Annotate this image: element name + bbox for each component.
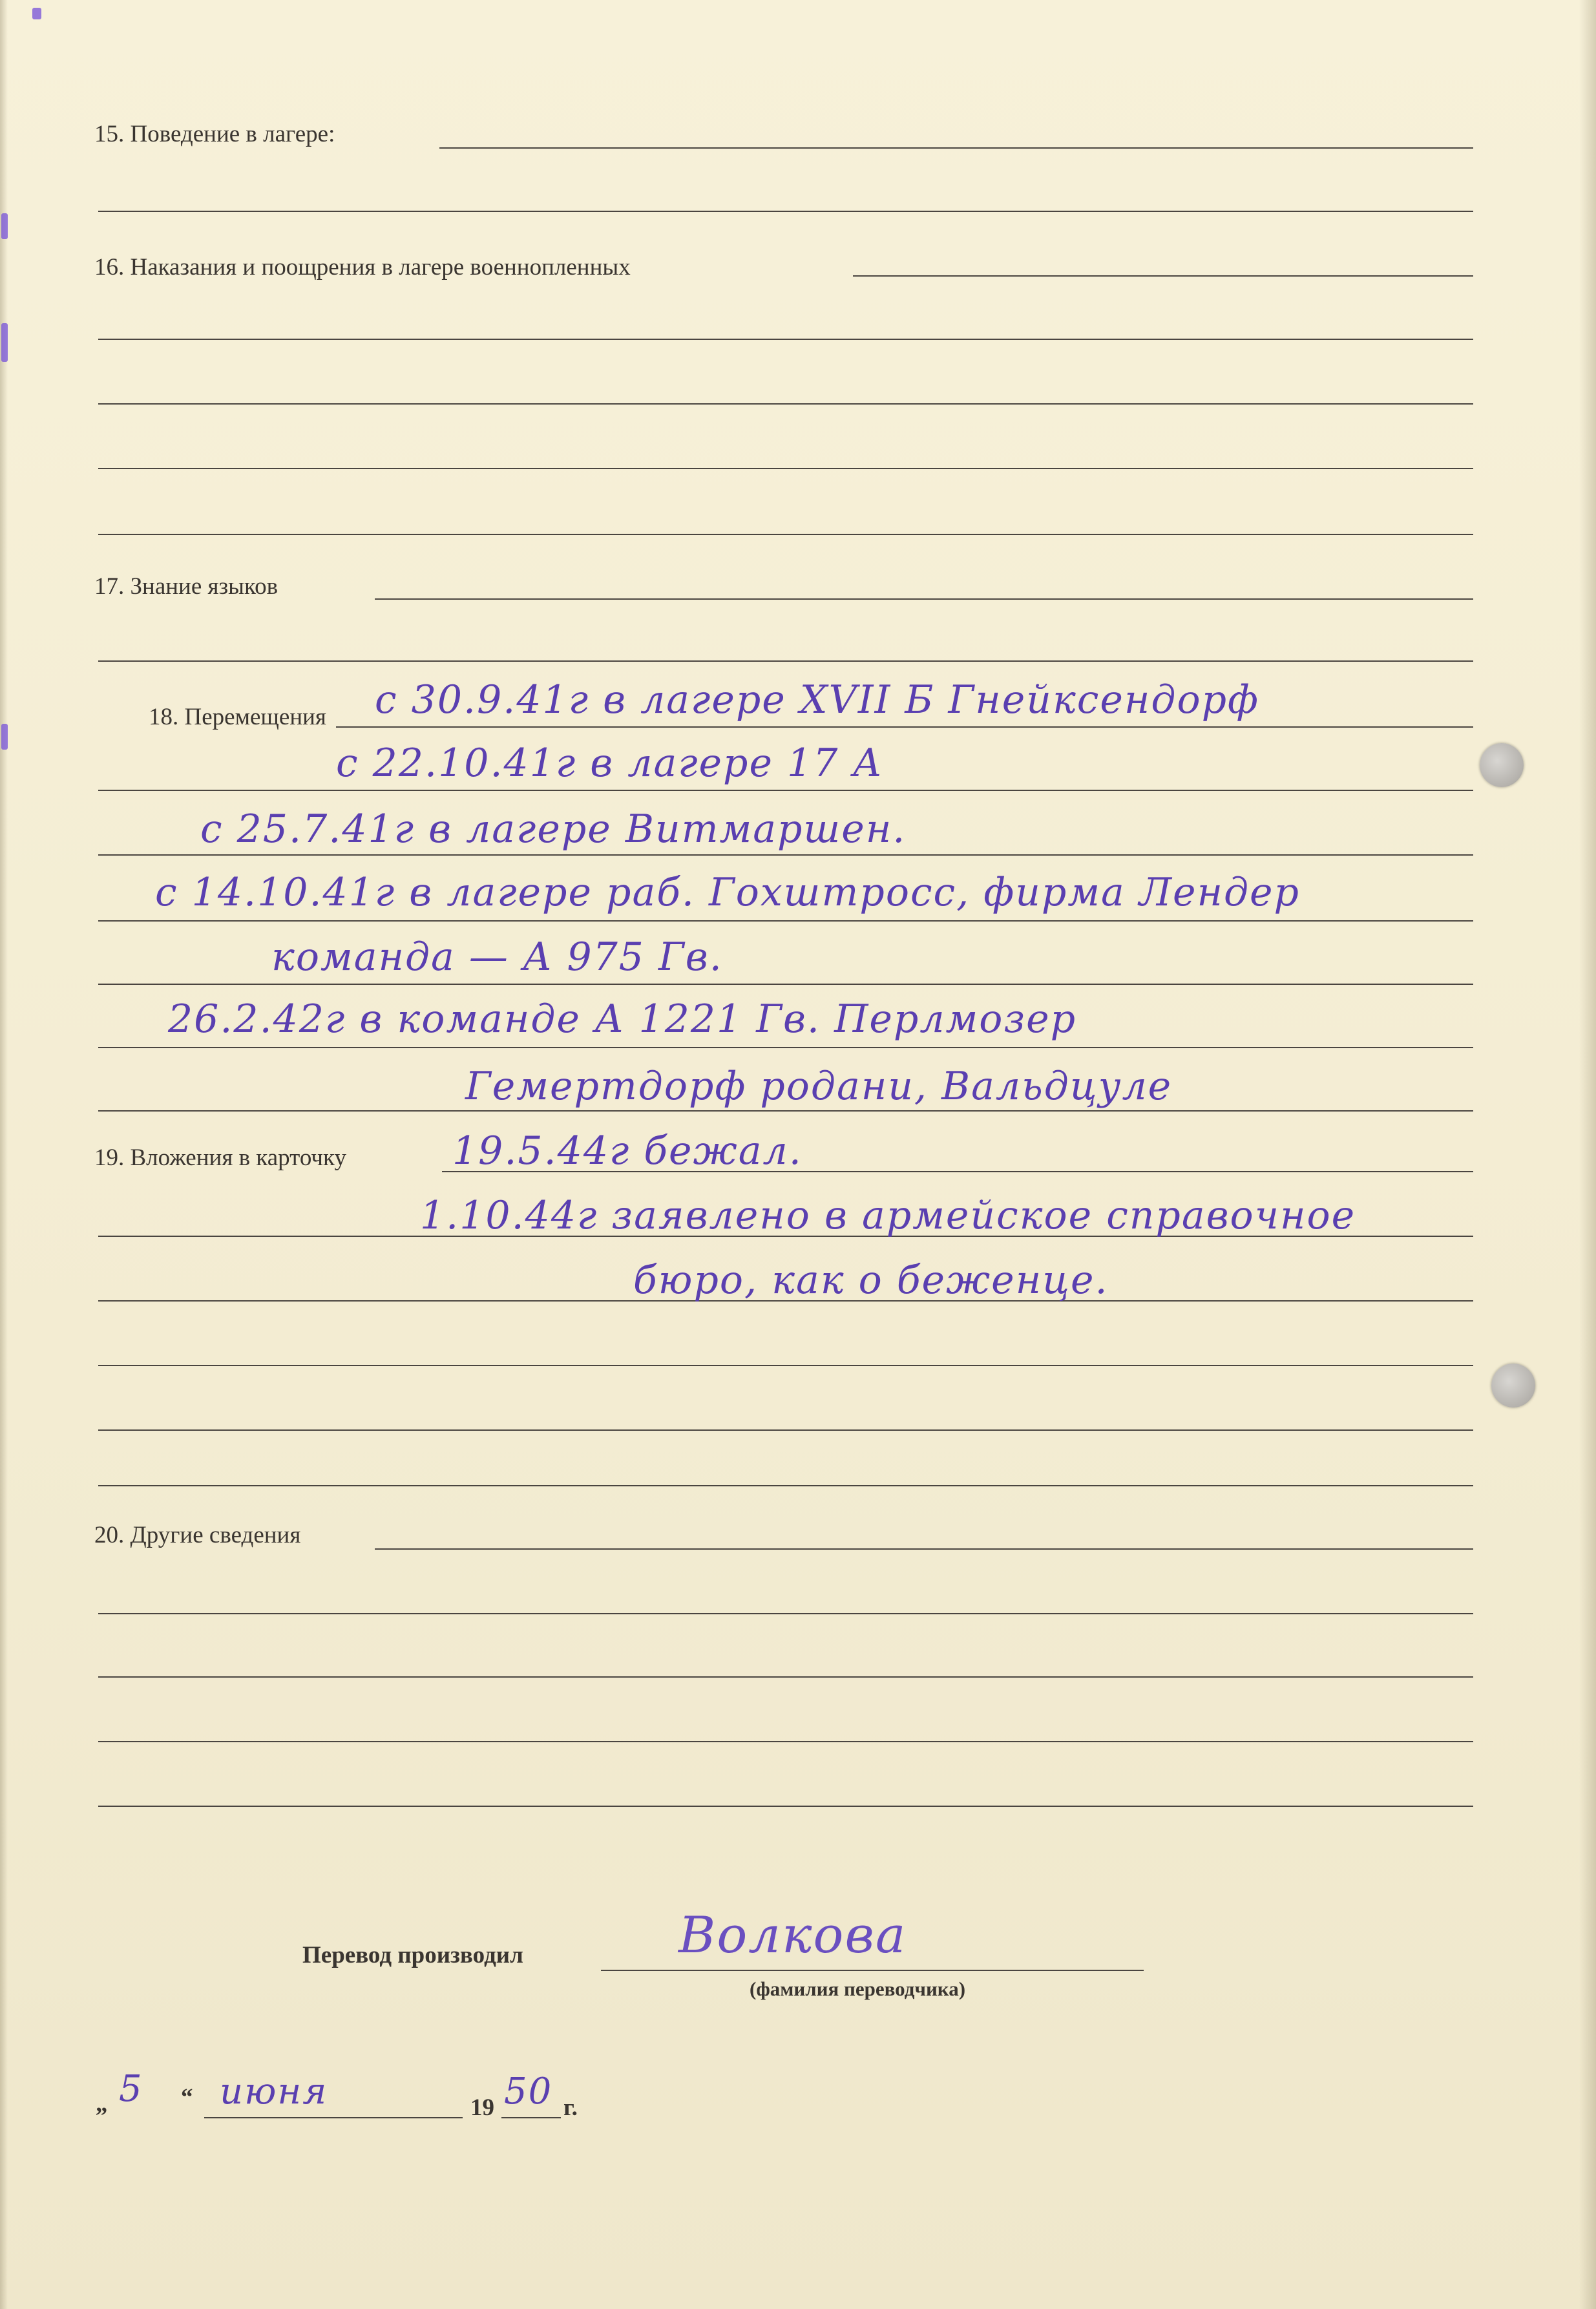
behavior-line (98, 211, 1473, 212)
date-year-prefix: 19 (470, 2094, 494, 2121)
attachment-entry: бюро, как о беженце. (633, 1258, 1109, 1303)
movements-line (98, 1110, 1473, 1112)
date-year-unit: г. (563, 2094, 578, 2121)
movement-entry: с 30.9.41г в лагере XVII Б Гнейксендорф (375, 677, 1259, 722)
movements-label: 18. Перемещения (149, 704, 326, 730)
punch-hole (1491, 1364, 1535, 1408)
translator-signature-line (601, 1970, 1144, 1971)
movements-line (98, 920, 1473, 922)
date-mid-quote: “ (181, 2084, 193, 2111)
attachment-entry: 19.5.44г бежал. (452, 1128, 803, 1174)
movement-entry: с 25.7.41г в лагере Витмаршен. (200, 807, 907, 852)
translator-caption: (фамилия переводчика) (750, 1977, 966, 2000)
date-year-suffix: 50 (504, 2071, 553, 2113)
attachments-line (98, 1485, 1473, 1486)
languages-line (375, 598, 1473, 600)
punishments-line (98, 339, 1473, 340)
translator-signature: Волкова (678, 1906, 907, 1965)
punishments-line (98, 403, 1473, 405)
punch-hole (1480, 743, 1524, 787)
languages-label: 17. Знание языков (94, 573, 278, 600)
date-month-line (204, 2117, 463, 2118)
punishments-line (98, 534, 1473, 535)
attachments-line (98, 1365, 1473, 1366)
ink-mark (1, 323, 8, 362)
other-line (98, 1676, 1473, 1678)
movements-line (98, 1047, 1473, 1048)
other-label: 20. Другие сведения (94, 1522, 301, 1548)
date-open-quote: „ (96, 2091, 108, 2117)
behavior-label: 15. Поведение в лагере: (94, 121, 335, 147)
behavior-line (439, 147, 1473, 149)
punishments-label: 16. Наказания и поощрения в лагере военнопленных (94, 254, 631, 280)
ink-mark (1, 213, 8, 239)
date-year-line (501, 2117, 561, 2118)
movements-line (336, 726, 1473, 728)
movements-line (98, 854, 1473, 856)
attachments-label: 19. Вложения в карточку (94, 1144, 346, 1171)
date-month: июня (220, 2071, 328, 2113)
movements-line (98, 790, 1473, 791)
punishments-line (98, 468, 1473, 469)
date-day: 5 (119, 2068, 143, 2110)
other-line (98, 1613, 1473, 1614)
translator-label: Перевод производил (302, 1942, 523, 1968)
ink-mark (32, 8, 41, 19)
movement-entry: Гемертдорф родани, Вальдцуле (465, 1064, 1173, 1109)
ink-mark (1, 724, 8, 750)
movement-entry: 26.2.42г в команде А 1221 Гв. Перлмозер (168, 996, 1077, 1042)
other-line (375, 1548, 1473, 1550)
movement-entry: с 14.10.41г в лагере раб. Гохштросс, фирма Лендер (155, 870, 1300, 915)
other-line (98, 1741, 1473, 1742)
movement-entry: с 22.10.41г в лагере 17 А (336, 741, 883, 786)
attachments-line (98, 1429, 1473, 1431)
movements-line (98, 984, 1473, 985)
other-line (98, 1806, 1473, 1807)
attachment-entry: 1.10.44г заявлено в армейское справочное (420, 1193, 1356, 1238)
punishments-line (853, 275, 1473, 277)
paper-edge-right (1579, 0, 1596, 2309)
movement-entry: команда — А 975 Гв. (271, 934, 723, 980)
languages-line (98, 660, 1473, 662)
